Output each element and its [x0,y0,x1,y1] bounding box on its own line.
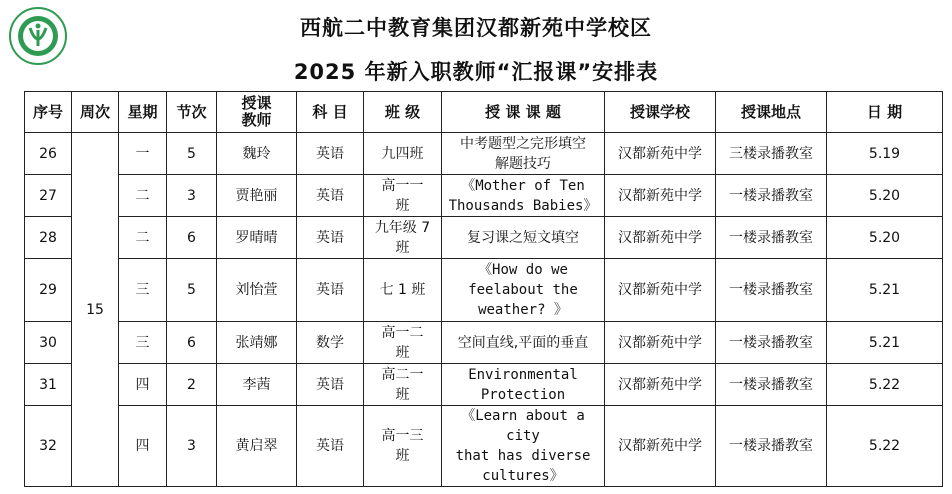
column-header: 授课地点 [716,92,827,133]
cell-place: 一楼录播教室 [716,364,827,406]
column-header: 周次 [72,92,119,133]
cell-subject: 英语 [297,133,364,175]
cell-school: 汉都新苑中学 [605,175,716,217]
cell-date: 5.20 [827,175,943,217]
cell-period: 3 [167,406,217,487]
cell-class: 九四班 [364,133,442,175]
table-row [25,406,943,487]
table-row [25,259,943,322]
cell-period: 6 [167,322,217,364]
cell-class: 高一一 班 [364,175,442,217]
title-school: 西航二中教育集团汉都新苑中学校区 [300,16,652,40]
table-header-row [25,92,943,133]
cell-date: 5.20 [827,217,943,259]
cell-class: 高一二 班 [364,322,442,364]
table-row [25,322,943,364]
cell-subject: 英语 [297,175,364,217]
column-header: 日 期 [827,92,943,133]
cell-teacher: 罗晴晴 [217,217,297,259]
table-row [25,364,943,406]
table-row [25,133,943,175]
cell-place: 一楼录播教室 [716,217,827,259]
cell-school: 汉都新苑中学 [605,322,716,364]
cell-topic: 《How do we feelabout the weather? 》 [442,259,605,322]
cell-no: 29 [25,259,72,322]
cell-period: 5 [167,133,217,175]
cell-teacher: 李茜 [217,364,297,406]
cell-date: 5.19 [827,133,943,175]
cell-teacher: 魏玲 [217,133,297,175]
cell-topic: 中考题型之完形填空 解题技巧 [442,133,605,175]
table-row [25,175,943,217]
cell-teacher: 张靖娜 [217,322,297,364]
cell-subject: 英语 [297,217,364,259]
cell-class: 高二一 班 [364,364,442,406]
cell-date: 5.21 [827,259,943,322]
cell-no: 26 [25,133,72,175]
column-header: 科 目 [297,92,364,133]
cell-place: 一楼录播教室 [716,175,827,217]
cell-no: 27 [25,175,72,217]
cell-school: 汉都新苑中学 [605,217,716,259]
cell-place: 一楼录播教室 [716,322,827,364]
cell-subject: 英语 [297,406,364,487]
document-header [0,0,952,92]
column-header: 授课 教师 [217,92,297,133]
cell-day: 四 [119,364,167,406]
title-schedule: 2025 年新入职教师“汇报课”安排表 [293,60,659,84]
cell-period: 2 [167,364,217,406]
schedule-table [24,91,943,487]
cell-period: 3 [167,175,217,217]
column-header: 授 课 课 题 [442,92,605,133]
column-header: 星期 [119,92,167,133]
cell-place: 一楼录播教室 [716,406,827,487]
cell-school: 汉都新苑中学 [605,259,716,322]
cell-no: 28 [25,217,72,259]
cell-place: 一楼录播教室 [716,259,827,322]
column-header: 授课学校 [605,92,716,133]
cell-date: 5.22 [827,406,943,487]
cell-school: 汉都新苑中学 [605,364,716,406]
cell-day: 三 [119,322,167,364]
cell-teacher: 黄启翠 [217,406,297,487]
cell-day: 一 [119,133,167,175]
cell-school: 汉都新苑中学 [605,133,716,175]
cell-school: 汉都新苑中学 [605,406,716,487]
cell-day: 二 [119,175,167,217]
cell-class: 九年级 7 班 [364,217,442,259]
column-header: 序号 [25,92,72,133]
cell-topic: 《Mother of Ten Thousands Babies》 [442,175,605,217]
cell-day: 二 [119,217,167,259]
cell-no: 30 [25,322,72,364]
cell-week: 15 [72,133,119,487]
column-header: 节次 [167,92,217,133]
cell-day: 三 [119,259,167,322]
cell-subject: 英语 [297,259,364,322]
cell-class: 高一三 班 [364,406,442,487]
cell-date: 5.21 [827,322,943,364]
cell-period: 6 [167,217,217,259]
cell-teacher: 贾艳丽 [217,175,297,217]
cell-subject: 英语 [297,364,364,406]
cell-place: 三楼录播教室 [716,133,827,175]
column-header: 班 级 [364,92,442,133]
cell-subject: 数学 [297,322,364,364]
cell-no: 31 [25,364,72,406]
cell-no: 32 [25,406,72,487]
cell-topic: Environmental Protection [442,364,605,406]
cell-topic: 空间直线,平面的垂直 [442,322,605,364]
cell-period: 5 [167,259,217,322]
cell-class: 七 1 班 [364,259,442,322]
table-row [25,217,943,259]
cell-topic: 《Learn about a city that has diverse cultures》 [442,406,605,487]
cell-date: 5.22 [827,364,943,406]
cell-teacher: 刘怡萱 [217,259,297,322]
cell-topic: 复习课之短文填空 [442,217,605,259]
cell-day: 四 [119,406,167,487]
